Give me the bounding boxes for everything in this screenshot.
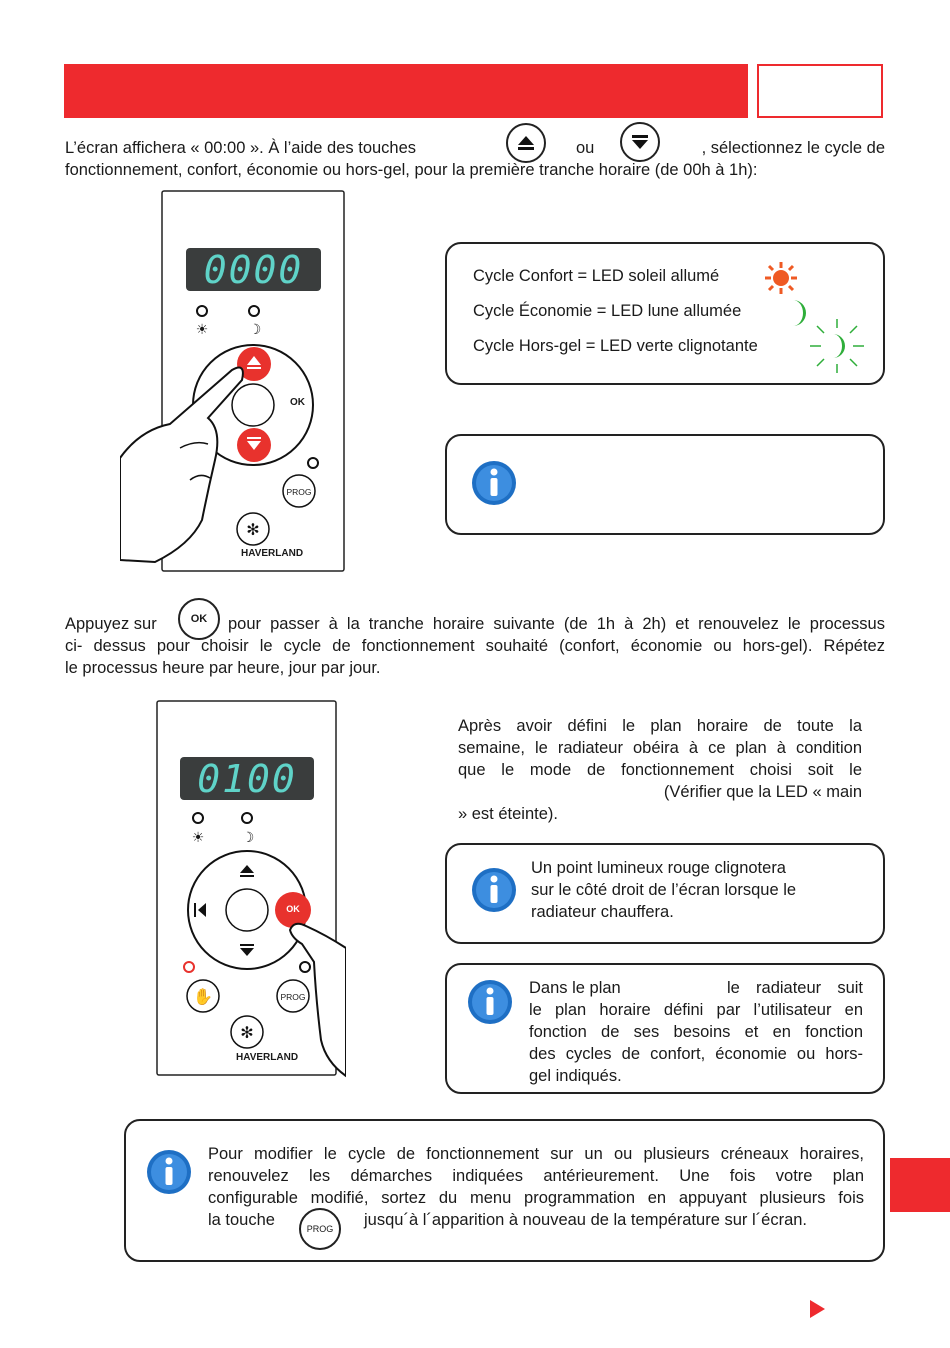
ok-label-1: OK xyxy=(290,397,305,408)
down-arrow-icon xyxy=(629,133,651,151)
next-page-arrow-icon[interactable] xyxy=(810,1300,825,1318)
info-box-1 xyxy=(445,434,885,535)
cycles-box xyxy=(445,242,885,385)
info-icon xyxy=(146,1149,192,1195)
header-box xyxy=(757,64,883,118)
info3-line2: le plan horaire défini par l’utilisateur en xyxy=(529,1001,863,1019)
info-icon xyxy=(471,460,517,506)
down-button[interactable] xyxy=(620,122,660,162)
svg-text:✻: ✻ xyxy=(240,1023,254,1042)
info3-line1a: Dans le plan xyxy=(529,979,621,997)
brand-label-2: HAVERLAND xyxy=(236,1052,299,1063)
up-button[interactable] xyxy=(506,123,546,163)
prog-button-label: PROG xyxy=(306,1224,334,1234)
info3-line5: gel indiqués. xyxy=(529,1067,622,1085)
sun-icon xyxy=(763,260,799,296)
step1-text-b: , sélectionnez le cycle de xyxy=(701,139,885,157)
up-arrow-icon xyxy=(515,134,537,152)
moon-led-icon: ☽ xyxy=(248,321,262,337)
display-screen-1: 0000 xyxy=(203,247,304,292)
cycle-economie: Cycle Économie = LED lune allumée xyxy=(473,302,742,320)
info2-line2: sur le côté droit de l’écran lorsque le xyxy=(531,881,797,899)
info3-line3: fonction de ses besoins et en fonction xyxy=(529,1023,863,1041)
step2-text-c: ci- dessus pour choisir le cycle de fonctionnement souhaité (confort, économie ou hors-gel). Répétez xyxy=(65,637,885,655)
info4-line4b: jusqu´à l´apparition à nouveau de la température sur l´écran. xyxy=(364,1211,808,1229)
prog-label-2: PROG xyxy=(280,992,306,1002)
step1-text-c: fonctionnement, confort, économie ou hors-gel, pour la première tranche horaire (de 00h à 1h): xyxy=(65,161,758,179)
info-icon xyxy=(471,867,517,913)
info2-line1: Un point lumineux rouge clignotera xyxy=(531,859,786,877)
brand-label-1: HAVERLAND xyxy=(241,548,304,559)
info2-line3: radiateur chauffera. xyxy=(531,903,674,921)
blinking-moon-icon xyxy=(809,318,865,374)
step2-text-b: pour passer à la tranche horaire suivante (de 1h à 2h) et renouvelez le processus xyxy=(228,615,885,633)
control-panel-2 xyxy=(156,700,346,1078)
svg-text:✋: ✋ xyxy=(193,987,213,1006)
svg-text:✻: ✻ xyxy=(246,520,260,539)
info-box-3 xyxy=(445,963,885,1094)
info3-line1b: le radiateur suit xyxy=(727,979,863,997)
prog-label-1: PROG xyxy=(286,487,312,497)
info4-line1: Pour modifier le cycle de fonctionnement sur un ou plusieurs créneaux horaires, xyxy=(208,1145,864,1163)
cycle-confort: Cycle Confort = LED soleil allumé xyxy=(473,267,720,285)
info4-line4a: la touche xyxy=(208,1211,275,1229)
prog-button[interactable] xyxy=(299,1208,341,1250)
info4-line3: configurable modifié, sortez du menu programmation en appuyant plusieurs fois xyxy=(208,1189,864,1207)
moon-led-icon: ☽ xyxy=(241,829,255,845)
cycle-hors-gel: Cycle Hors-gel = LED verte clignotante xyxy=(473,337,758,355)
page-side-tab xyxy=(890,1158,950,1212)
info-icon xyxy=(467,979,513,1025)
info4-line2: renouvelez les démarches indiquées antérieurement. Une fois votre plan xyxy=(208,1167,864,1185)
ok-button[interactable] xyxy=(178,598,220,640)
sun-led-icon: ☀ xyxy=(191,829,205,845)
step2-text-d: le processus heure par heure, jour par jour. xyxy=(65,659,381,677)
info-box-4 xyxy=(124,1119,885,1262)
info3-line4: des cycles de confort, économie ou hors- xyxy=(529,1045,863,1063)
after-text: Après avoir défini le plan horaire de toute la semaine, le radiateur obéira à ce plan à condition que le mode de fonctionnement choisi soit le (Vérifier que la LED « main » est éteinte). xyxy=(458,717,862,823)
header-bar xyxy=(64,64,748,118)
step1-or: ou xyxy=(576,139,595,157)
sun-led-icon: ☀ xyxy=(195,321,209,337)
display-screen-2: 0100 xyxy=(197,756,297,801)
ok-button-label: OK xyxy=(190,613,208,625)
step2-text-a: Appuyez sur xyxy=(65,615,157,633)
ok-label-2: OK xyxy=(286,904,300,914)
info-box-2 xyxy=(445,843,885,944)
step1-text-a: L’écran affichera « 00:00 ». À l’aide des touches xyxy=(65,139,417,157)
control-panel-1 xyxy=(120,190,346,574)
